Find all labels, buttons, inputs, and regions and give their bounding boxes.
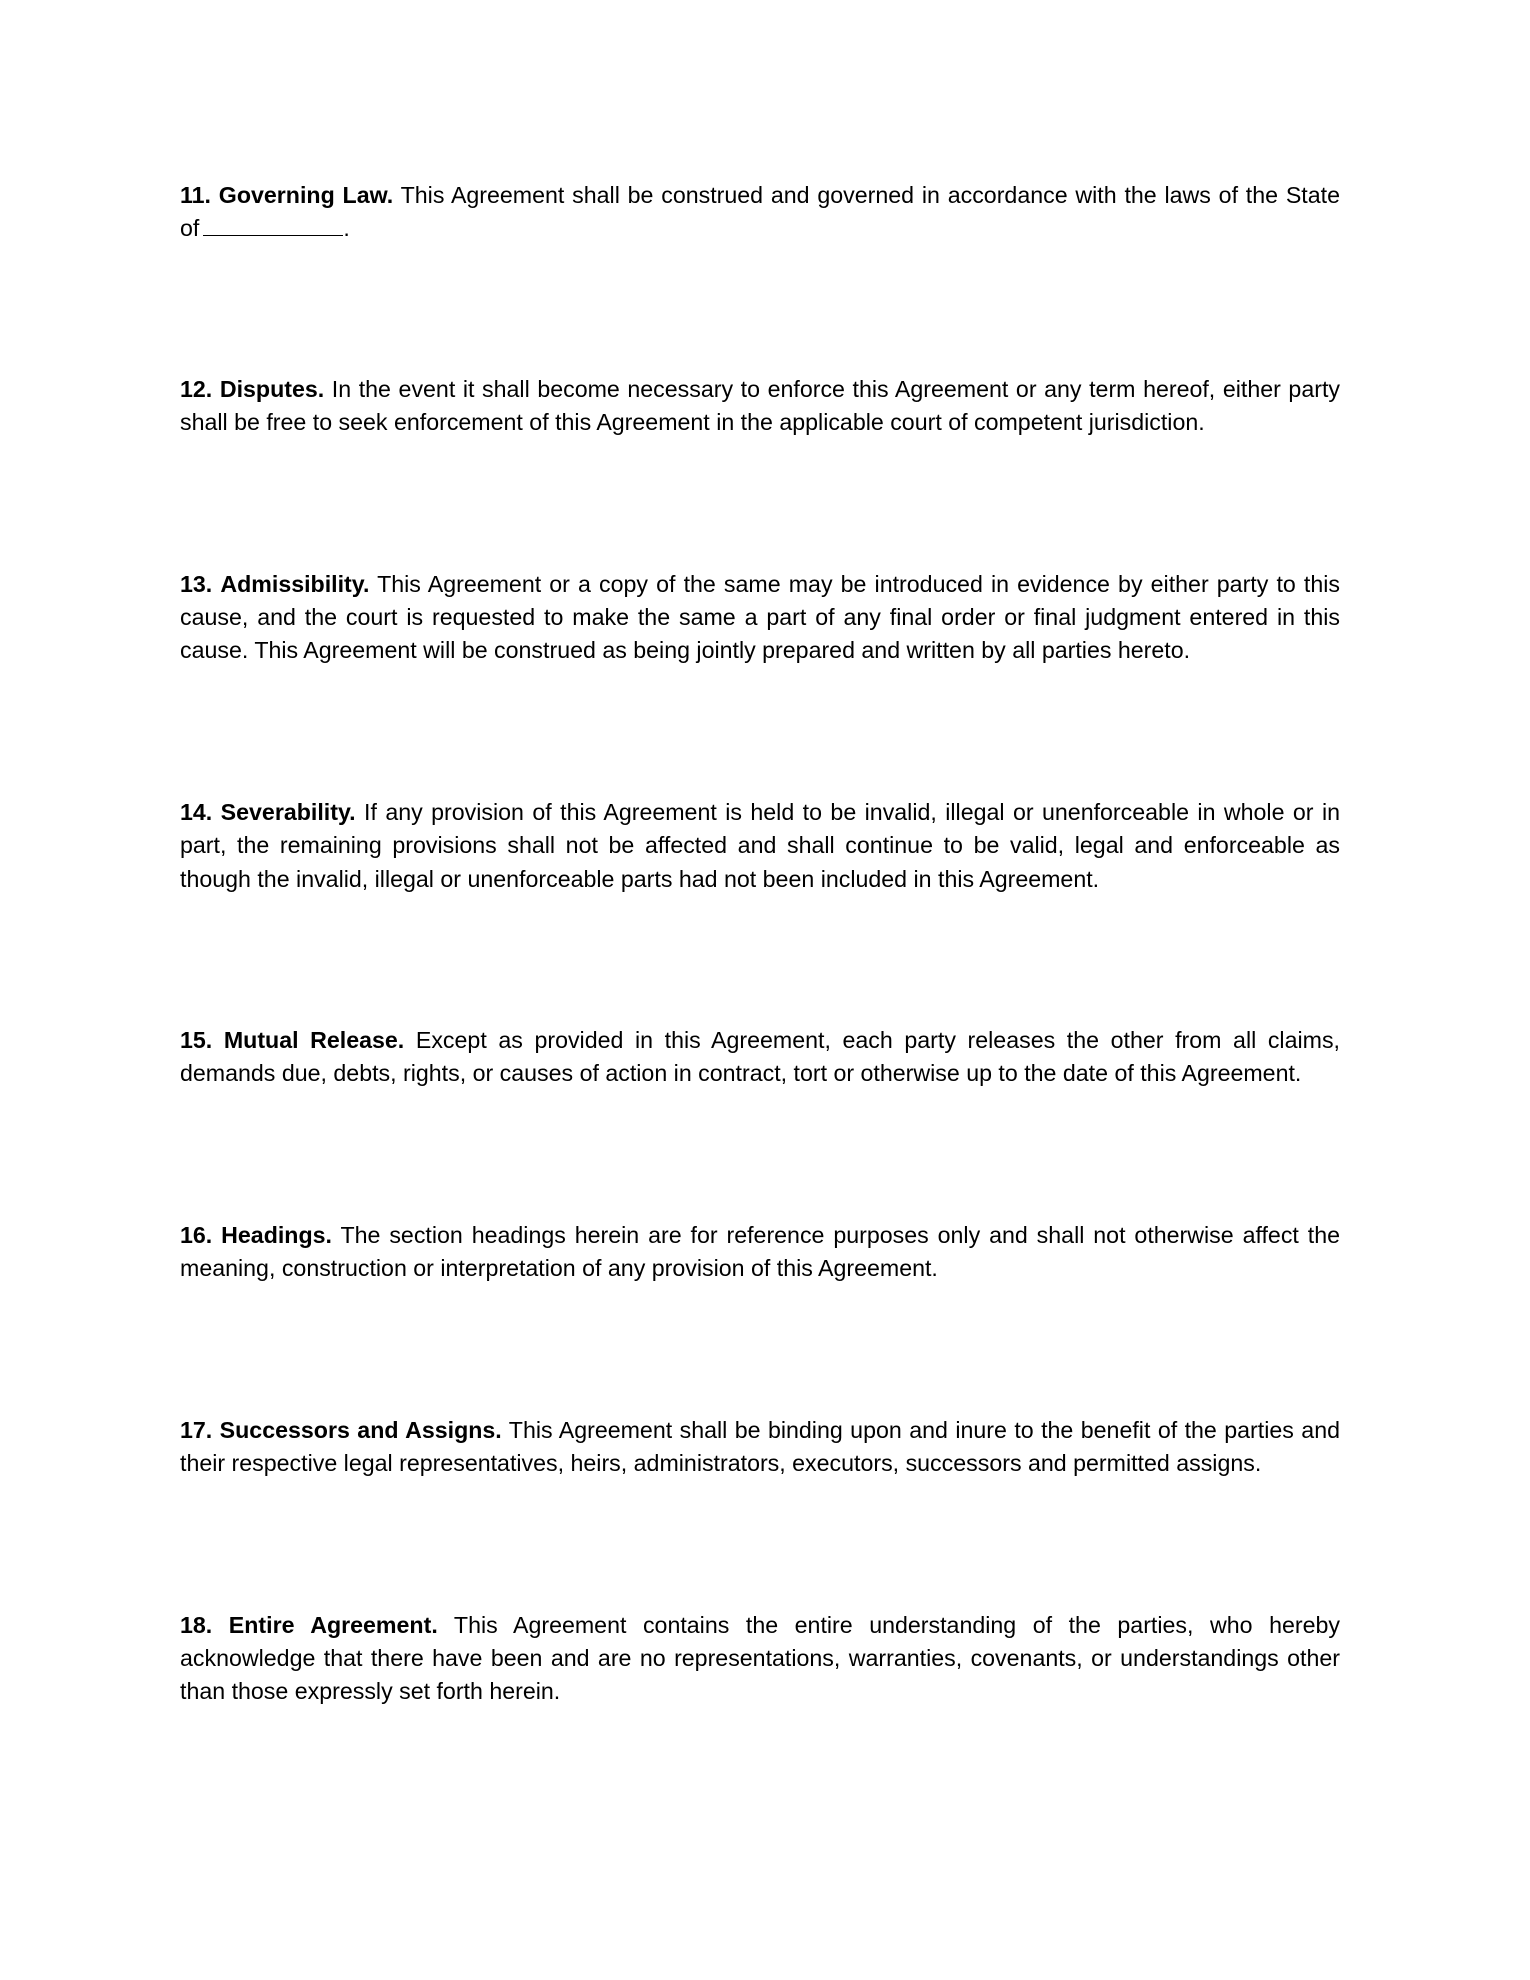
clause-title: Headings. bbox=[221, 1221, 332, 1248]
clause-text: This Agreement or a copy of the same may be introduced in evidence by either party to this cause, and the court is requested to make the same a part of any final order or final judgment entered in this cause. This Agreement will be construed as being jointly prepared and written by all parties hereto. bbox=[180, 570, 1340, 664]
clause-title: Disputes. bbox=[219, 375, 325, 402]
clause-title: Admissibility. bbox=[220, 570, 370, 597]
clause-successors-and-assigns bbox=[180, 1414, 1340, 1481]
clause-entire-agreement bbox=[180, 1609, 1340, 1709]
clause-text: Except as provided in this Agreement, each party releases the other from all claims, demands due, debts, rights, or causes of action in contract, tort or otherwise up to the date of this Agreement. bbox=[180, 1027, 1340, 1087]
clause-title: Severability. bbox=[220, 798, 356, 825]
clause-number: 13. bbox=[180, 570, 213, 597]
clause-title: Governing Law. bbox=[218, 182, 394, 208]
state-blank-line bbox=[203, 213, 343, 236]
clause-number: 18. bbox=[180, 1611, 213, 1638]
clause-number: 14. bbox=[180, 798, 213, 825]
clause-number: 11. bbox=[180, 182, 211, 208]
clause-number: 16. bbox=[180, 1221, 213, 1248]
clause-text: This Agreement shall be binding upon and inure to the benefit of the parties and their respective legal representatives, heirs, administrators, executors, successors and permitted assigns. bbox=[180, 1416, 1340, 1477]
clause-title: Mutual Release. bbox=[223, 1027, 405, 1054]
clause-number: 12. bbox=[180, 375, 213, 402]
clause-admissibility bbox=[180, 568, 1340, 668]
clause-mutual-release bbox=[180, 1024, 1340, 1091]
clause-text: In the event it shall become necessary to enforce this Agreement or any term hereof, either party shall be free to seek enforcement of this Agreement in the applicable court of competent jurisdiction. bbox=[180, 375, 1340, 436]
clause-disputes bbox=[180, 373, 1340, 440]
clause-severability bbox=[180, 796, 1340, 896]
clause-number: 17. bbox=[180, 1416, 213, 1443]
clause-text: This Agreement shall be construed and governed in accordance with the laws of the State of bbox=[180, 182, 1340, 242]
clause-title: Entire Agreement. bbox=[228, 1611, 438, 1638]
clause-title: Successors and Assigns. bbox=[219, 1416, 502, 1443]
clause-governing-law bbox=[180, 179, 1340, 246]
clause-text: This Agreement contains the entire understanding of the parties, who hereby acknowledge that there have been and are no representations, warranties, covenants, or understandings other than those expressly set forth herein. bbox=[180, 1611, 1340, 1705]
clause-text-end: . bbox=[343, 215, 350, 242]
clause-number: 15. bbox=[180, 1027, 213, 1054]
document-page bbox=[180, 179, 1340, 1709]
clause-text: The section headings herein are for reference purposes only and shall not otherwise affect the meaning, construction or interpretation of any provision of this Agreement. bbox=[180, 1221, 1340, 1282]
clause-text: If any provision of this Agreement is held to be invalid, illegal or unenforceable in whole or in part, the remaining provisions shall not be affected and shall continue to be valid, legal and enforceable as though the invalid, illegal or unenforceable parts had not been included in this Agreement. bbox=[180, 798, 1340, 892]
clause-headings bbox=[180, 1219, 1340, 1286]
